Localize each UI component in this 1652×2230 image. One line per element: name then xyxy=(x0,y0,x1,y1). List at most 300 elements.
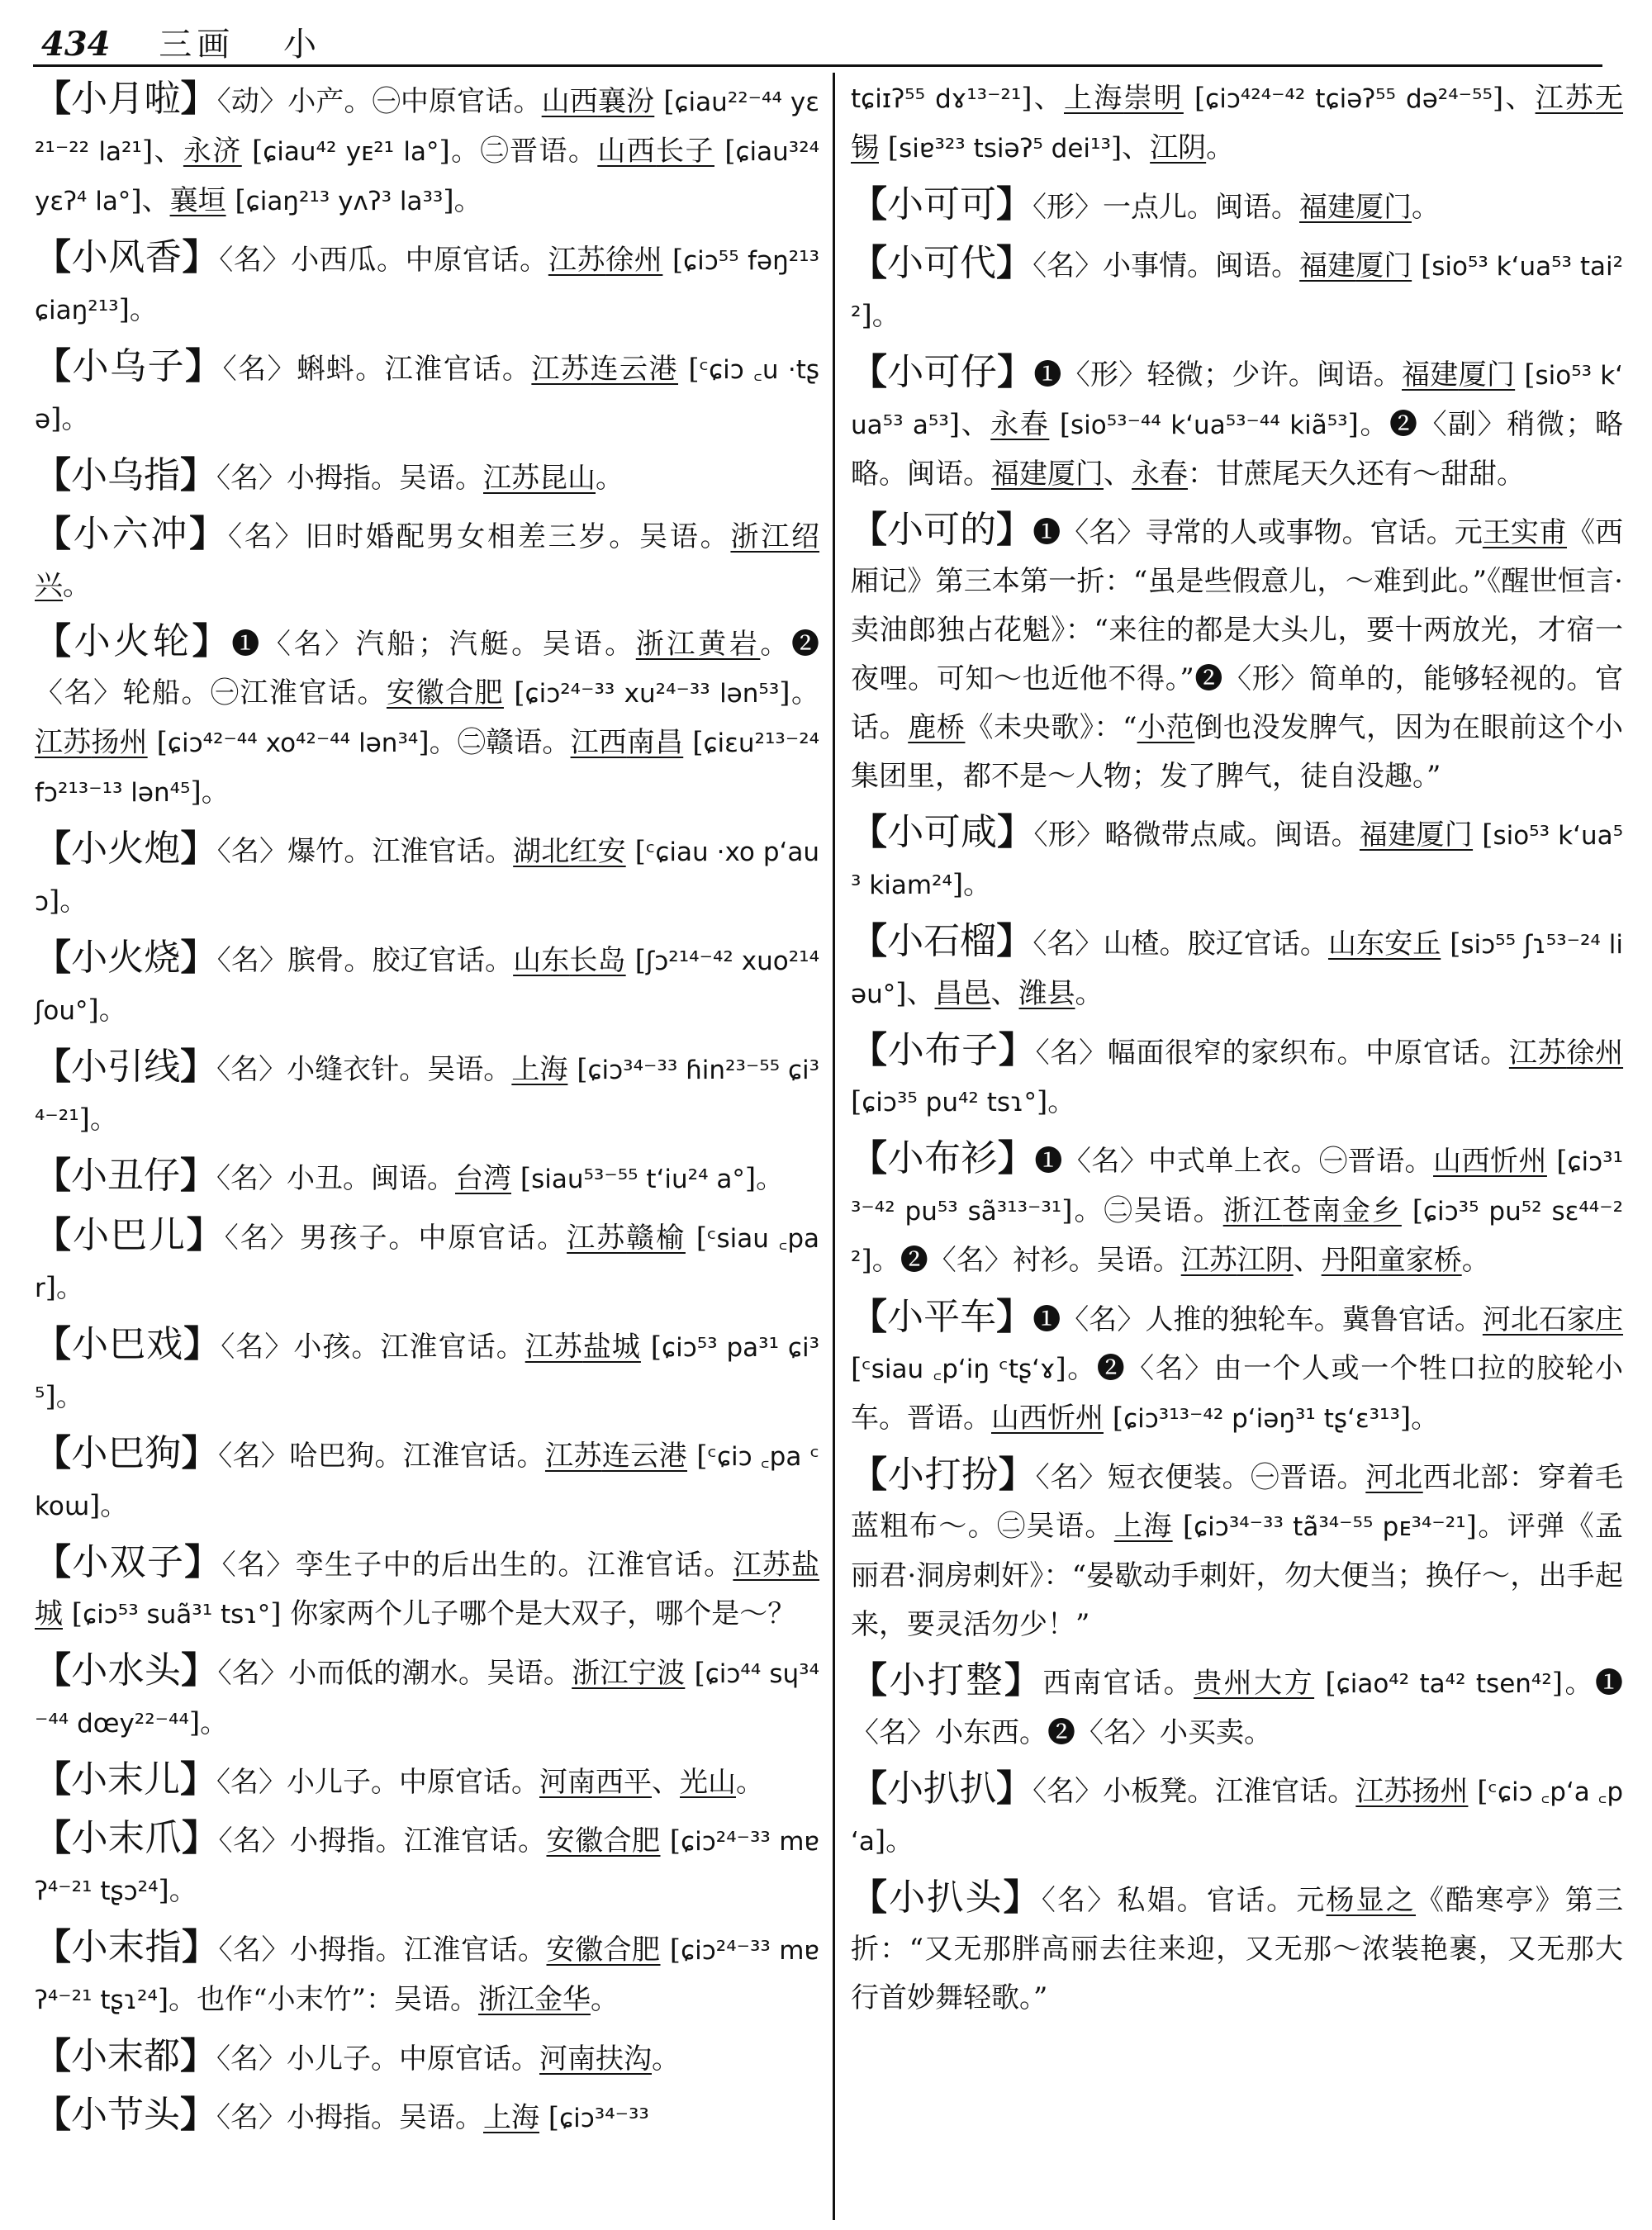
definition-text: ❶〈名〉人推的独轮车。冀鲁官话。 xyxy=(1032,1303,1483,1336)
dictionary-entry xyxy=(35,1646,819,1748)
definition-text: [ xyxy=(1314,1667,1336,1700)
dictionary-entry xyxy=(35,1429,819,1531)
phonetic-transcription: siɐ³²³ tsiəʔ⁵ dei¹³ xyxy=(899,134,1111,164)
entry-headword: 【小火烧】 xyxy=(35,937,217,979)
definition-text: ]。 xyxy=(744,1162,785,1195)
place-name: 王实甫 xyxy=(1482,516,1567,549)
place-name: 台湾 xyxy=(455,1162,511,1195)
place-name: 扬州 xyxy=(1412,1775,1469,1808)
place-name: 连云港 xyxy=(590,353,679,386)
phonetic-transcription: ɕiɔ³¹³⁻⁴² pʻiəŋ³¹ tʂʻɛ³¹³ xyxy=(1123,1404,1400,1434)
place-name: 厦门 xyxy=(1047,458,1104,491)
place-name: 山西 xyxy=(991,1402,1047,1435)
definition-text: 。 xyxy=(652,2043,680,2076)
place-name: 贵州 xyxy=(1194,1667,1255,1700)
definition-text: [ xyxy=(241,135,263,168)
place-name: 河北 xyxy=(1365,1461,1423,1494)
phonetic-transcription: ɕiɔ³⁴⁻³³ tã³⁴⁻⁵⁵ pᴇ³⁴⁻²¹ xyxy=(1194,1512,1466,1542)
header-rule xyxy=(33,64,1602,67)
definition-text: ]、 xyxy=(1110,131,1151,164)
place-name: 福建 xyxy=(991,458,1047,491)
place-name: 鹿桥 xyxy=(908,711,966,744)
phonetic-transcription: ᶜɕiɔ ꜀pa ᶜkoɯ xyxy=(35,1442,820,1521)
definition-text: [ xyxy=(714,135,736,168)
left-column xyxy=(35,74,819,2150)
place-name: 安徽 xyxy=(386,676,445,709)
place-name: 厦门 xyxy=(1458,358,1516,391)
entry-headword: 【小巴儿】 xyxy=(35,1214,225,1256)
right-column xyxy=(851,74,1623,2029)
place-name: 南昌 xyxy=(626,726,684,759)
dictionary-entry xyxy=(851,1764,1623,1867)
definition-text: 〈形〉略微带点咸。闽语。 xyxy=(1033,818,1360,852)
definition-text: ]。 xyxy=(158,1874,197,1907)
dictionary-entry xyxy=(35,1755,819,1807)
dictionary-entry xyxy=(851,1656,1623,1758)
phonetic-transcription: ɕiɔ⁵³ pa³¹ ɕi³⁵ xyxy=(35,1333,819,1412)
definition-text: 。 xyxy=(1412,191,1440,224)
dictionary-entry xyxy=(851,1134,1623,1286)
place-name: 红安 xyxy=(569,835,626,868)
definition-text: 〈名〉私娼。官话。元 xyxy=(1041,1884,1327,1917)
definition-text: 《西厢记》第三本第一折：“虽是些假意儿，～难到此。”《醒世恒言·卖油郎独占花魁》：“来往的都是大头儿，要十两放光，才宿一夜哩。可知～也近他不得。”❷〈形〉简单的，能够轻视的。官话。 xyxy=(851,516,1624,744)
entry-headword: 【小扒头】 xyxy=(851,1877,1042,1919)
phonetic-transcription: sio⁵³ kʻua⁵³ a⁵³ xyxy=(851,361,1624,440)
definition-text: ]。❷〈副〉稍微；略略。闽语。 xyxy=(851,408,1624,491)
definition-text: ]。 xyxy=(188,1706,229,1739)
definition-text: 〈名〉小而低的潮水。吴语。 xyxy=(217,1657,572,1690)
phonetic-transcription: ʃɔ²¹⁴⁻⁴² xuo²¹⁴ ʃou° xyxy=(35,947,820,1026)
phonetic-transcription: sio⁵³⁻⁴⁴ kʻua⁵³⁻⁴⁴ kiã⁵³ xyxy=(1070,410,1348,440)
definition-text: 〈名〉哈巴狗。江淮官话。 xyxy=(218,1440,545,1473)
definition-text: [ xyxy=(1401,1194,1423,1227)
place-name: 黄岩 xyxy=(698,628,761,661)
entry-headword: 【小引线】 xyxy=(35,1046,217,1088)
entry-headword: 【小巴戏】 xyxy=(35,1323,221,1365)
entry-headword: 【小风香】 xyxy=(35,236,220,278)
dictionary-entry xyxy=(851,74,1623,173)
place-name: 福建 xyxy=(1402,358,1459,391)
definition-text: 西北部：穿着毛蓝粗布～。㊁吴语。 xyxy=(851,1461,1624,1543)
entry-headword: 【小火轮】 xyxy=(35,620,232,662)
place-name: 山西 xyxy=(1433,1145,1490,1178)
entry-headword: 【小火炮】 xyxy=(35,828,217,870)
definition-text: ]。 xyxy=(874,1824,914,1858)
definition-text: ：甘蔗尾天久还有～甜甜。 xyxy=(1188,458,1525,491)
place-name: 小范 xyxy=(1137,711,1195,744)
entry-headword: 【小可仔】 xyxy=(851,351,1034,393)
dictionary-entry xyxy=(851,917,1623,1019)
entry-headword: 【小六冲】 xyxy=(35,513,228,555)
definition-text: 〈名〉爆竹。江淮官话。 xyxy=(216,835,514,868)
definition-text: 《酷寒亭》第三折：“又无那胖高丽去往来迎，又无那～浓装艳裹，又无那大行首妙舞轻歌。” xyxy=(851,1884,1624,2014)
place-name: 江苏 xyxy=(35,726,92,759)
dictionary-entry xyxy=(35,1211,819,1313)
definition-text: [ xyxy=(511,1162,532,1195)
definition-text: 〈动〉小产。㊀中原官话。 xyxy=(216,85,542,118)
place-name: 河南 xyxy=(539,1766,596,1799)
place-name: 崇明 xyxy=(1123,82,1184,115)
definition-text: 。 xyxy=(596,462,624,495)
phonetic-transcription: ɕiɔ³⁵ pu⁴² tsɿ° xyxy=(862,1088,1037,1117)
entry-headword: 【小末爪】 xyxy=(35,1817,219,1859)
dictionary-entry xyxy=(35,1538,819,1639)
entry-headword: 【小可的】 xyxy=(851,509,1033,551)
definition-text: ]。 xyxy=(45,1271,85,1304)
definition-text: ]。评弹《孟丽君·洞房刺奸》：“晏歇动手刺奸，勿大便当；换仔～，出手起来，要灵活勿少！” xyxy=(851,1510,1624,1641)
definition-text: [ xyxy=(1441,928,1461,961)
definition-text: 〈名〉小西瓜。中原官话。 xyxy=(219,244,548,277)
entry-headword: 【小打整】 xyxy=(851,1659,1043,1701)
entry-headword: 【小平车】 xyxy=(851,1296,1033,1338)
definition-text: [ xyxy=(687,1440,708,1473)
place-name: 徐州 xyxy=(1566,1037,1624,1070)
entry-headword: 【小扒扒】 xyxy=(851,1767,1033,1810)
definition-text: ]。㊁吴语。 xyxy=(1061,1194,1223,1227)
definition-text: 〈名〉幅面很窄的家织布。中原官话。 xyxy=(1035,1037,1509,1070)
definition-text: [ xyxy=(625,944,646,977)
place-name: 江苏 xyxy=(483,462,539,495)
dictionary-entry xyxy=(35,933,819,1036)
place-name: 潍县 xyxy=(1018,977,1075,1010)
entry-headword: 【小末都】 xyxy=(35,2035,216,2077)
definition-text: 〈名〉小拇指。吴语。 xyxy=(216,462,483,495)
definition-text: [ xyxy=(1412,249,1432,282)
phonetic-transcription: tɕiɪʔ⁵⁵ dɤ¹³⁻²¹ xyxy=(851,84,1022,114)
definition-text: ]。 xyxy=(89,1489,129,1522)
dictionary-entry xyxy=(35,1923,819,2025)
definition-text: ]。 xyxy=(78,1103,118,1136)
place-name: 金华 xyxy=(534,1983,591,2016)
definition-text: [ xyxy=(1546,1145,1568,1178)
place-name: 昌邑 xyxy=(934,977,991,1010)
phonetic-transcription: ᶜsiau ꜀pʻiŋ ᶜtʂʻɤ xyxy=(862,1355,1056,1384)
place-name: 合肥 xyxy=(603,1933,661,1967)
entry-headword: 【小双子】 xyxy=(35,1541,222,1583)
definition-text: 〈名〉小事情。闽语。 xyxy=(1032,249,1300,282)
definition-text: 。 xyxy=(1206,131,1235,164)
definition-text: [ xyxy=(1172,1510,1194,1543)
definition-text: [ xyxy=(640,1331,662,1364)
definition-text: ]。❶〈名〉小东西。❷〈名〉小买卖。 xyxy=(851,1667,1624,1749)
phonetic-transcription: ɕiɔ³⁴⁻³³ xyxy=(559,2104,649,2133)
dictionary-entry xyxy=(35,1151,819,1204)
dictionary-entry xyxy=(35,617,819,818)
definition-text: [ xyxy=(567,1053,588,1086)
definition-text: 〈名〉山楂。胶辽官话。 xyxy=(1032,928,1328,961)
place-name: 江阴 xyxy=(1237,1244,1294,1277)
phonetic-transcription: ɕiɔ³⁵ pu⁵² sɛ⁴⁴⁻²² xyxy=(851,1197,1624,1276)
place-name: 浙江 xyxy=(635,628,699,661)
place-name: 金乡 xyxy=(1341,1194,1402,1227)
entry-headword: 【小打扮】 xyxy=(851,1454,1036,1496)
place-name: 福建 xyxy=(1359,818,1417,852)
definition-text: [ xyxy=(63,1597,83,1630)
dictionary-entry xyxy=(35,824,819,927)
definition-text: ]。 xyxy=(861,299,900,332)
place-name: 长岛 xyxy=(569,944,626,977)
place-name: 江苏 xyxy=(1355,1775,1412,1808)
definition-text: ❶〈名〉中式单上衣。㊀晋语。 xyxy=(1034,1145,1434,1178)
definition-text: [ xyxy=(1468,1775,1488,1808)
place-name: 福建 xyxy=(1299,191,1355,224)
definition-text: 。❷〈名〉轮船。㊀江淮官话。 xyxy=(35,628,820,709)
place-name: 盐城 xyxy=(35,1549,820,1630)
definition-text: ]、 xyxy=(1492,82,1536,115)
definition-text: [ xyxy=(851,1085,862,1118)
phonetic-transcription: sio⁵³ kʻua⁵³ tai²² xyxy=(851,252,1624,331)
definition-text: [ xyxy=(678,353,700,386)
definition-text: 。 xyxy=(1461,1244,1490,1277)
definition-text: ]、 xyxy=(131,184,170,217)
definition-text: ]。 xyxy=(779,676,820,709)
definition-text: ]。㊁晋语。 xyxy=(439,135,598,168)
definition-text: 。 xyxy=(590,1983,619,2016)
phonetic-transcription: ɕiɔ⁴²⁻⁴⁴ xo⁴²⁻⁴⁴ lən³⁴ xyxy=(167,728,419,758)
dictionary-entry xyxy=(851,180,1623,232)
place-name: 徐州 xyxy=(605,244,663,277)
phonetic-transcription: ɕiaŋ²¹³ yʌʔ³ la³³ xyxy=(245,187,444,216)
definition-text: 〈名〉小孩。江淮官话。 xyxy=(221,1331,525,1364)
definition-text: ]。 xyxy=(88,994,127,1027)
entry-headword: 【小乌子】 xyxy=(35,345,223,387)
definition-text: ]。❷〈名〉衬衫。吴语。 xyxy=(861,1244,1181,1277)
entry-headword: 【小巴狗】 xyxy=(35,1432,219,1474)
column-divider xyxy=(833,73,835,2220)
definition-text: [ xyxy=(625,835,646,868)
definition-text: ]。也作“小末竹”：吴语。 xyxy=(157,1983,478,2016)
dictionary-entry xyxy=(35,74,819,226)
phonetic-transcription: ɕiɔ⁵⁵ fəŋ²¹³ ɕiaŋ²¹³ xyxy=(35,246,820,325)
place-name: 安徽 xyxy=(546,1824,604,1858)
place-name: 山西 xyxy=(541,85,598,118)
place-name: 无锡 xyxy=(851,82,1624,164)
dictionary-entry xyxy=(851,1450,1623,1649)
phonetic-transcription: ɕiɛu²¹³⁻²⁴ fɔ²¹³⁻¹³ lən⁴⁵ xyxy=(35,728,820,808)
phonetic-transcription: siau⁵³⁻⁵⁵ tʻiu²⁴ a° xyxy=(531,1165,745,1194)
place-name: 盐城 xyxy=(582,1331,641,1364)
place-name: 合肥 xyxy=(603,1824,661,1858)
place-name: 合肥 xyxy=(444,676,504,709)
stroke-count: 三画 xyxy=(159,26,235,64)
place-name: 浙江 xyxy=(1222,1194,1283,1227)
place-name: 永济 xyxy=(183,135,242,168)
definition-text: 〈名〉小拇指。江淮官话。 xyxy=(218,1824,547,1858)
definition-text: 〈名〉小儿子。中原官话。 xyxy=(216,2043,539,2076)
place-name: 绍兴 xyxy=(35,520,820,602)
definition-text: 西南官话。 xyxy=(1042,1667,1194,1700)
dictionary-entry xyxy=(35,1320,819,1422)
dictionary-entry xyxy=(35,1042,819,1145)
definition-text: [ xyxy=(660,1824,681,1858)
place-name: 江苏 xyxy=(567,1222,627,1255)
phonetic-transcription: sio⁵³ kʻua⁵³ kiam²⁴ xyxy=(851,821,1624,900)
place-name: 山西 xyxy=(597,135,657,168)
place-name: 安徽 xyxy=(546,1933,604,1967)
place-name: 江西 xyxy=(570,726,627,759)
definition-text: 〈名〉旧时婚配男女相差三岁。吴语。 xyxy=(227,520,731,553)
place-name: 江苏 xyxy=(1535,82,1596,115)
entry-headword: 【小水头】 xyxy=(35,1649,218,1691)
place-name: 厦门 xyxy=(1355,249,1412,282)
definition-text: 〈名〉膑骨。胶辽官话。 xyxy=(216,944,514,977)
definition-text: 。 xyxy=(63,569,91,602)
place-name: 西平 xyxy=(596,1766,652,1799)
dictionary-entry xyxy=(851,1873,1623,2023)
definition-text: [ xyxy=(1104,1402,1124,1435)
entry-headword: 【小布衫】 xyxy=(851,1137,1035,1179)
definition-text: ]。 xyxy=(952,868,992,901)
definition-text: ]。 xyxy=(118,293,158,326)
place-name: 上海 xyxy=(511,1053,568,1086)
phonetic-transcription: ɕiɔ⁴⁴ sɥ³⁴⁻⁴⁴ dœy²²⁻⁴⁴ xyxy=(35,1659,820,1739)
phonetic-transcription: ɕiau³²⁴ yɛʔ⁴ la° xyxy=(35,137,820,216)
page-header xyxy=(41,18,359,68)
place-name: 江苏 xyxy=(531,353,591,386)
definition-text: ]。 xyxy=(1399,1402,1440,1435)
place-name: 河北 xyxy=(1482,1303,1539,1336)
definition-text: 、 xyxy=(1293,1244,1322,1277)
phonetic-transcription: siɔ⁵⁵ ʃɿ⁵³⁻²⁴ liəu° xyxy=(851,930,1624,1009)
place-name: 长子 xyxy=(656,135,714,168)
definition-text: [ xyxy=(685,1222,707,1255)
definition-text: [ xyxy=(654,85,675,118)
place-name: 永春 xyxy=(1132,458,1188,491)
definition-text: 〈名〉蝌蚪。江淮官话。 xyxy=(222,353,532,386)
definition-text: ]。 xyxy=(50,402,90,435)
definition-text: ]、 xyxy=(948,408,991,441)
definition-text: ❶〈形〉轻微；少许。闽语。 xyxy=(1033,358,1403,391)
dictionary-entry xyxy=(851,505,1623,801)
definition-text: 〈名〉小拇指。江淮官话。 xyxy=(218,1933,547,1967)
definition-text: ]、 xyxy=(141,135,183,168)
dictionary-entry xyxy=(35,510,819,610)
definition-text: ] 你家两个儿子哪个是大双子，哪个是～？ xyxy=(270,1597,796,1630)
entry-headword: 【小末指】 xyxy=(35,1926,219,1968)
dictionary-entry xyxy=(35,2032,819,2084)
definition-text: [ xyxy=(1515,358,1536,391)
place-name: 厦门 xyxy=(1355,191,1412,224)
place-name: 江苏 xyxy=(1508,1037,1567,1070)
definition-text: 〈名〉孪生子中的后出生的。江淮官话。 xyxy=(221,1549,733,1582)
place-name: 浙江 xyxy=(477,1983,534,2016)
place-name: 忻州 xyxy=(1489,1145,1547,1178)
place-name: 上海 xyxy=(1113,1510,1173,1543)
definition-text: 〈名〉小板凳。江淮官话。 xyxy=(1032,1775,1356,1808)
phonetic-transcription: ɕiɔ²⁴⁻³³ mɐʔ⁴⁻²¹ tʂɿ²⁴ xyxy=(35,1936,819,2015)
place-name: 湖北 xyxy=(513,835,570,868)
dictionary-entry xyxy=(851,1293,1623,1444)
definition-text: [ xyxy=(660,1933,681,1967)
place-name: 连云港 xyxy=(601,1440,688,1473)
definition-text: 、 xyxy=(1104,458,1132,491)
place-name: 丹阳 xyxy=(1321,1244,1378,1277)
entry-headword: 【小末儿】 xyxy=(35,1758,216,1801)
place-name: 扬州 xyxy=(91,726,148,759)
definition-text: [ xyxy=(503,676,525,709)
definition-text: 〈名〉短衣便装。㊀晋语。 xyxy=(1035,1461,1366,1494)
phonetic-transcription: ɕiɔ²⁴⁻³³ xu²⁴⁻³³ lən⁵³ xyxy=(525,679,780,709)
entry-headword: 【小丑仔】 xyxy=(35,1155,216,1197)
place-name: 福建 xyxy=(1299,249,1356,282)
place-name: 浙江 xyxy=(730,520,792,553)
place-name: 江苏 xyxy=(733,1549,792,1582)
definition-text: [ xyxy=(662,244,684,277)
place-name: 江苏 xyxy=(525,1331,583,1364)
definition-text: ]、 xyxy=(1021,82,1064,115)
definition-text: 〈名〉男孩子。中原官话。 xyxy=(224,1222,567,1255)
place-name: 厦门 xyxy=(1416,818,1474,852)
dictionary-entry xyxy=(851,808,1623,910)
definition-text: ]。❷〈名〉由一个人或一个牲口拉的胶轮小车。晋语。 xyxy=(851,1352,1623,1435)
definition-text: [ xyxy=(685,1657,705,1690)
place-name: 大方 xyxy=(1254,1667,1315,1700)
place-name: 童家桥 xyxy=(1377,1244,1462,1277)
place-name: 昆山 xyxy=(539,462,596,495)
definition-text: [ xyxy=(1049,408,1071,441)
dictionary-entry xyxy=(851,239,1623,341)
definition-text: [ xyxy=(225,184,246,217)
place-name: 安丘 xyxy=(1384,928,1441,961)
place-name: 永春 xyxy=(990,408,1050,441)
place-name: 江苏 xyxy=(1180,1244,1237,1277)
entry-headword: 【小节头】 xyxy=(35,2094,216,2136)
definition-text: 〈名〉小丑。闽语。 xyxy=(216,1162,455,1195)
definition-text: 〈形〉一点儿。闽语。 xyxy=(1032,191,1299,224)
definition-text: 、 xyxy=(990,977,1019,1010)
dictionary-entry xyxy=(35,342,819,444)
phonetic-transcription: ɕiau²²⁻⁴⁴ yɛ²¹⁻²² la²¹ xyxy=(35,88,819,167)
definition-text: ]。 xyxy=(45,1380,84,1413)
definition-text: [ xyxy=(683,726,704,759)
place-name: 扶沟 xyxy=(596,2043,652,2076)
dictionary-entry xyxy=(851,348,1623,499)
place-name: 江苏 xyxy=(544,1440,602,1473)
place-name: 河南 xyxy=(539,2043,596,2076)
phonetic-transcription: ɕiɔ³⁴⁻³³ ɦin²³⁻⁵⁵ ɕi³⁴⁻²¹ xyxy=(35,1056,820,1135)
entry-headword: 【小乌指】 xyxy=(35,454,216,496)
place-name: 宁波 xyxy=(628,1657,686,1690)
phonetic-transcription: ɕiau⁴² yᴇ²¹ la° xyxy=(263,137,439,167)
place-name: 襄汾 xyxy=(597,85,655,118)
phonetic-transcription: ᶜɕiɔ ꜀pʻa ꜀pʻa xyxy=(851,1777,1624,1857)
definition-text: [ xyxy=(1473,818,1493,852)
definition-text: [ xyxy=(851,1352,862,1385)
place-name: 山东 xyxy=(1327,928,1385,961)
definition-text: ❶〈名〉汽船；汽艇。吴语。 xyxy=(231,628,636,661)
phonetic-transcription: ɕiɔ⁴²⁴⁻⁴² tɕiəʔ⁵⁵ də²⁴⁻⁵⁵ xyxy=(1205,84,1493,114)
place-name: 江阴 xyxy=(1150,131,1207,164)
definition-text: ]。㊁赣语。 xyxy=(418,726,571,759)
definition-text: 倒也没发脾气，因为在眼前这个小集团里，都不是～人物；发了脾气，徒自没趣。” xyxy=(851,711,1624,793)
place-name: 杨显之 xyxy=(1326,1884,1417,1917)
place-name: 光山 xyxy=(680,1766,736,1799)
place-name: 山东 xyxy=(513,944,570,977)
dictionary-entry xyxy=(851,1026,1623,1127)
place-name: 石家庄 xyxy=(1538,1303,1624,1336)
definition-text: 、 xyxy=(652,1766,680,1799)
definition-text: 。 xyxy=(736,1766,764,1799)
definition-text: 〈名〉小拇指。吴语。 xyxy=(216,2101,483,2134)
entry-headword: 【小可代】 xyxy=(851,242,1033,284)
dictionary-entry xyxy=(35,2090,819,2143)
entry-headword: 【小可可】 xyxy=(851,183,1032,225)
definition-text: 〈名〉小儿子。中原官话。 xyxy=(216,1766,539,1799)
place-name: 江苏 xyxy=(548,244,606,277)
entry-headword: 【小布子】 xyxy=(851,1029,1036,1071)
place-name: 赣榆 xyxy=(626,1222,686,1255)
place-name: 苍南 xyxy=(1282,1194,1342,1227)
